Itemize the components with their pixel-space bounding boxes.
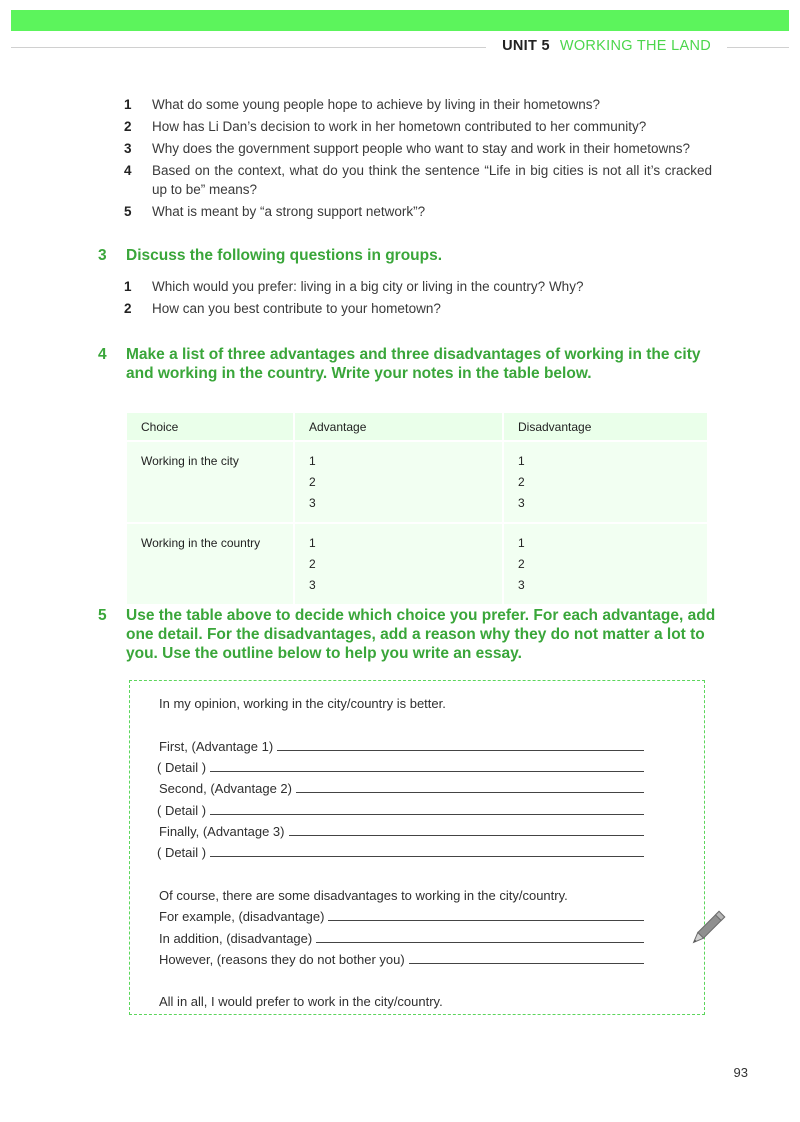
notes-table — [127, 413, 707, 604]
writing-blank[interactable] — [210, 771, 644, 772]
question-number: 1 — [124, 97, 132, 112]
column-header-advantage: Advantage — [294, 413, 503, 441]
unit-name: WORKING THE LAND — [559, 38, 711, 54]
task-number: 3 — [98, 247, 107, 264]
table-row — [127, 441, 707, 523]
list-item — [124, 277, 712, 296]
choice-cell: Working in the country — [127, 523, 294, 604]
essay-text: First, (Advantage 1) — [159, 738, 274, 754]
unit-label: UNIT 5 — [502, 38, 550, 54]
list-item — [124, 117, 712, 136]
essay-text: Of course, there are some disadvantages to working in the city/country. — [159, 887, 568, 903]
essay-text: ( Detail ) — [157, 845, 207, 861]
question-number: 2 — [124, 119, 132, 134]
advantage-number: 2 — [309, 475, 316, 489]
essay-text: In my opinion, working in the city/country is better. — [159, 696, 446, 712]
header-rule-right — [727, 47, 789, 48]
essay-line-detail-3 — [159, 839, 644, 860]
task-title: Discuss the following questions in groups. — [126, 247, 443, 264]
essay-text: For example, (disadvantage) — [159, 909, 325, 925]
page-number: 93 — [733, 1065, 748, 1080]
advantage-cell[interactable] — [294, 523, 503, 604]
disadvantage-cell[interactable] — [503, 523, 707, 604]
advantage-cell[interactable] — [294, 441, 503, 523]
list-item — [124, 202, 712, 221]
essay-line-disadvantage-2 — [159, 924, 644, 945]
choice-cell: Working in the city — [127, 441, 294, 523]
disadvantage-cell[interactable] — [503, 441, 707, 523]
list-item — [124, 299, 712, 318]
list-item — [124, 161, 712, 199]
essay-text: Finally, (Advantage 3) — [159, 824, 285, 840]
task-number: 4 — [98, 346, 107, 363]
advantage-number: 3 — [309, 578, 316, 592]
question-text: Based on the context, what do you think the sentence “Life in big cities is not all it’s cracked up to be” means? — [152, 163, 712, 197]
question-number: 2 — [124, 301, 132, 316]
writing-blank[interactable] — [328, 920, 644, 921]
reading-questions — [124, 95, 712, 224]
task-3-heading — [98, 246, 718, 265]
question-number: 1 — [124, 279, 132, 294]
disadvantage-number: 2 — [518, 557, 525, 571]
question-text: How can you best contribute to your hometown? — [152, 301, 441, 316]
discussion-questions — [124, 277, 712, 321]
essay-text: However, (reasons they do not bother you) — [159, 951, 405, 967]
essay-line-reasons — [159, 946, 644, 967]
disadvantage-number: 3 — [518, 578, 525, 592]
header-rule-left — [11, 47, 486, 48]
spacer — [159, 711, 644, 732]
question-text: What do some young people hope to achieve by living in their hometowns? — [152, 97, 601, 112]
task-title: Make a list of three advantages and three disadvantages of working in the city and working in the country. Write your notes in the table below. — [126, 346, 701, 382]
writing-blank[interactable] — [289, 835, 645, 836]
advantage-number: 1 — [309, 536, 316, 550]
writing-blank[interactable] — [316, 942, 644, 943]
essay-outline — [159, 690, 644, 1009]
disadvantage-number: 1 — [518, 536, 525, 550]
essay-line-advantage-2 — [159, 775, 644, 796]
question-text: What is meant by “a strong support network”? — [152, 204, 426, 219]
question-number: 3 — [124, 141, 132, 156]
essay-conclusion — [159, 988, 644, 1009]
essay-text: ( Detail ) — [157, 802, 207, 818]
question-number: 5 — [124, 204, 132, 219]
table-row — [127, 523, 707, 604]
question-text: Why does the government support people who want to stay and work in their hometowns? — [152, 141, 691, 156]
question-text: Which would you prefer: living in a big city or living in the country? Why? — [152, 279, 584, 294]
writing-blank[interactable] — [210, 856, 644, 857]
list-item — [124, 139, 712, 158]
header-color-bar — [11, 10, 789, 31]
task-5-heading — [98, 606, 718, 663]
essay-line-advantage-3 — [159, 818, 644, 839]
task-title: Use the table above to decide which choice you prefer. For each advantage, add one detail. For the disadvantages, add a reason why they do not matter a lot to you. Use the outline below to help you write an essay. — [126, 607, 716, 662]
essay-intro — [159, 690, 644, 711]
spacer — [159, 967, 644, 988]
writing-blank[interactable] — [210, 814, 644, 815]
essay-disadvantage-intro — [159, 882, 644, 903]
essay-line-disadvantage-1 — [159, 903, 644, 924]
essay-text: All in all, I would prefer to work in the city/country. — [159, 994, 443, 1010]
essay-text: Second, (Advantage 2) — [159, 781, 292, 797]
writing-blank[interactable] — [409, 963, 644, 964]
spacer — [159, 860, 644, 881]
list-item — [124, 95, 712, 114]
task-number: 5 — [98, 607, 107, 624]
unit-header — [502, 38, 711, 54]
essay-line-advantage-1 — [159, 733, 644, 754]
disadvantage-number: 1 — [518, 454, 525, 468]
essay-text: ( Detail ) — [157, 760, 207, 776]
question-text: How has Li Dan’s decision to work in her hometown contributed to her community? — [152, 119, 647, 134]
disadvantage-number: 3 — [518, 496, 525, 510]
advantage-number: 2 — [309, 557, 316, 571]
writing-blank[interactable] — [296, 792, 644, 793]
essay-line-detail-2 — [159, 796, 644, 817]
writing-blank[interactable] — [277, 750, 644, 751]
essay-line-detail-1 — [159, 754, 644, 775]
column-header-choice: Choice — [127, 413, 294, 441]
essay-text: In addition, (disadvantage) — [159, 930, 313, 946]
disadvantage-number: 2 — [518, 475, 525, 489]
pencil-icon — [686, 908, 728, 950]
table-header-row — [127, 413, 707, 441]
task-4-heading — [98, 345, 718, 383]
advantage-number: 1 — [309, 454, 316, 468]
column-header-disadvantage: Disadvantage — [503, 413, 707, 441]
question-number: 4 — [124, 163, 132, 178]
advantage-number: 3 — [309, 496, 316, 510]
